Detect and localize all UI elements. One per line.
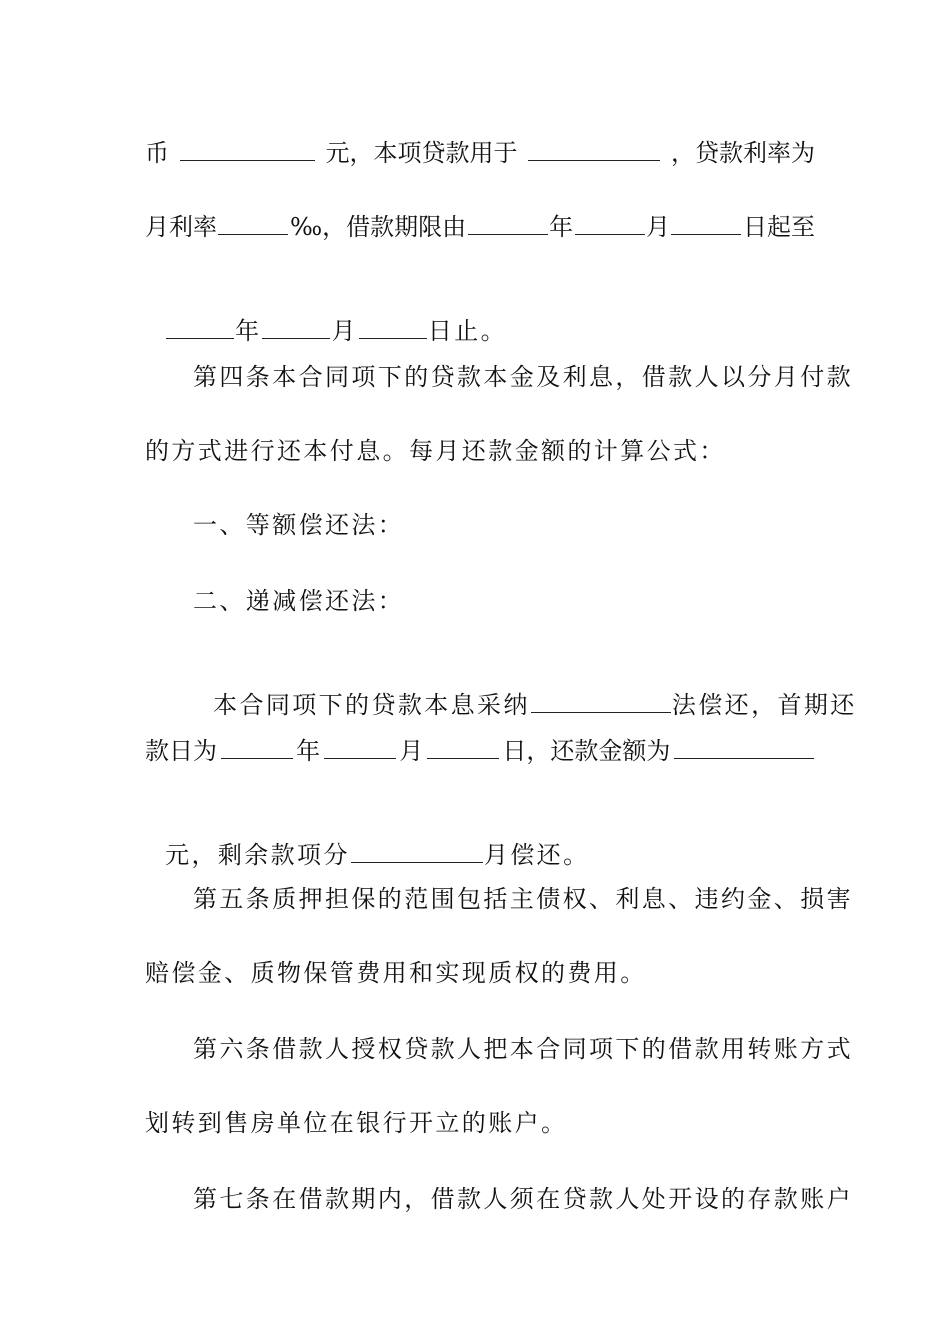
blank-field xyxy=(351,840,483,863)
text-seg: 款日为 xyxy=(145,737,217,765)
text-seg: 月 xyxy=(399,737,424,765)
text-seg: 币 xyxy=(145,139,169,167)
blank-field xyxy=(359,316,427,339)
text-seg: 月利率 xyxy=(145,213,217,241)
blank-field xyxy=(221,736,293,759)
text-line-4: 第四条本合同项下的贷款本金及利息，借款人以分月付款 xyxy=(193,363,853,391)
text-line-15: 第七条在借款期内，借款人须在贷款人处开设的存款账户 xyxy=(193,1185,853,1213)
blank-field xyxy=(262,316,330,339)
text-line-3 xyxy=(145,286,815,346)
text-seg: 日起至 xyxy=(742,213,815,241)
text-line-13: 第六条借款人授权贷款人把本合同项下的借款用转账方式 xyxy=(193,1035,853,1063)
blank-field xyxy=(575,212,645,235)
blank-field xyxy=(468,212,548,235)
text-seg: ‰，借款期限由 xyxy=(289,213,467,241)
text-seg: 月 xyxy=(331,317,358,345)
blank-field xyxy=(218,212,288,235)
text-line-8 xyxy=(193,660,863,720)
text-seg: ，贷款利率为 xyxy=(671,139,815,167)
text-line-6: 一、等额偿还法： xyxy=(193,511,405,539)
text-seg: 月偿还。 xyxy=(483,841,590,869)
blank-field xyxy=(166,316,234,339)
text-seg: 月 xyxy=(646,213,671,241)
text-seg: 日，还款金额为 xyxy=(502,737,671,765)
text-seg: 本合同项下的贷款本息采纳 xyxy=(213,691,530,719)
text-line-5: 的方式进行还本付息。每月还款金额的计算公式： xyxy=(145,437,726,465)
text-seg: 日止。 xyxy=(427,317,508,345)
blank-field xyxy=(324,736,396,759)
text-line-1 xyxy=(145,138,815,168)
text-line-9 xyxy=(145,736,815,766)
text-line-12: 赔偿金、质物保管费用和实现质权的费用。 xyxy=(145,959,647,987)
text-seg: 年 xyxy=(296,737,321,765)
blank-field xyxy=(427,736,499,759)
text-seg: 元，本项贷款用于 xyxy=(325,139,518,167)
blank-field xyxy=(180,138,315,161)
text-line-7: 二、递减偿还法： xyxy=(193,587,405,615)
blank-field xyxy=(528,138,660,161)
blank-field xyxy=(674,736,814,759)
text-line-10 xyxy=(145,810,815,870)
text-seg: 年 xyxy=(549,213,574,241)
text-line-11: 第五条质押担保的范围包括主债权、利息、违约金、损害 xyxy=(193,885,853,913)
blank-field xyxy=(671,212,741,235)
text-seg: 元，剩余款项分 xyxy=(165,841,350,869)
blank-field xyxy=(531,690,671,713)
text-seg: 年 xyxy=(235,317,262,345)
text-line-2 xyxy=(145,212,815,242)
text-seg: 法偿还，首期还 xyxy=(671,691,857,719)
text-line-14: 划转到售房单位在银行开立的账户。 xyxy=(145,1109,568,1137)
